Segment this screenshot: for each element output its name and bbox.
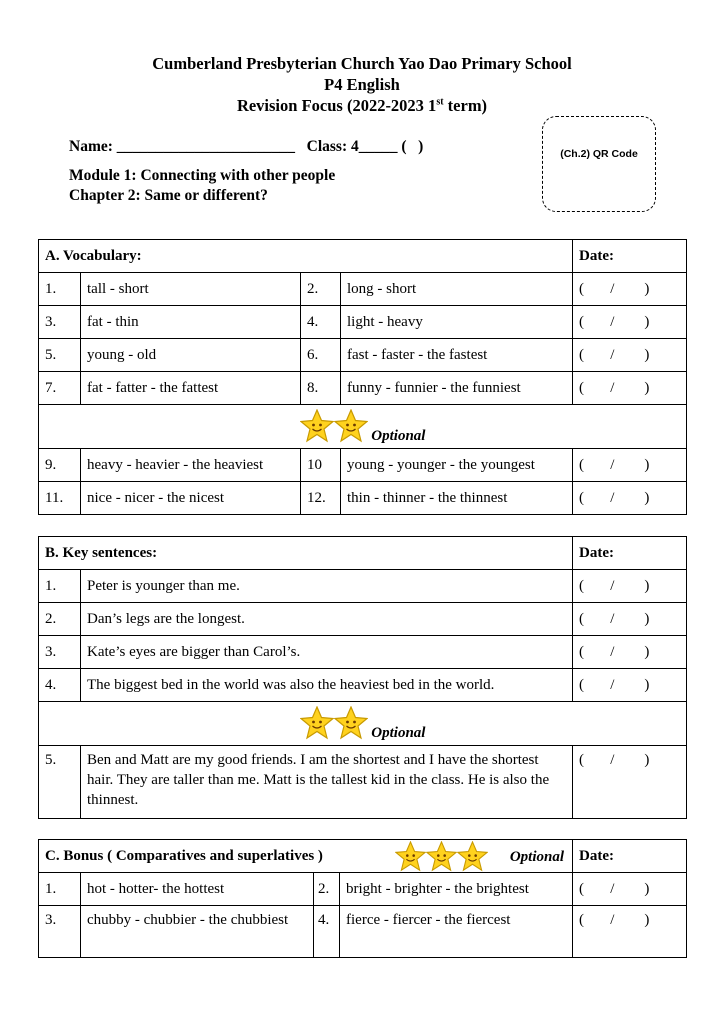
sentence-row xyxy=(39,570,687,603)
bonus-table xyxy=(38,839,687,958)
vocabulary-heading: A. Vocabulary: xyxy=(39,240,573,273)
item-number: 2. xyxy=(39,603,81,636)
key-sentences-optional-row xyxy=(39,702,687,746)
item-number: 2. xyxy=(301,273,341,306)
vocab-word: light - heavy xyxy=(341,306,573,339)
item-number: 10 xyxy=(301,449,341,482)
item-number: 3. xyxy=(39,636,81,669)
vocab-word: nice - nicer - the nicest xyxy=(81,482,301,515)
date-slot: ( / ) xyxy=(573,570,687,603)
date-slot: ( / ) xyxy=(573,482,687,515)
date-slot: ( / ) xyxy=(573,873,687,906)
vocab-word: fast - faster - the fastest xyxy=(341,339,573,372)
date-slot: ( / ) xyxy=(573,273,687,306)
key-sentences-heading: B. Key sentences: xyxy=(39,537,573,570)
optional-label: Optional xyxy=(371,427,426,444)
item-number: 3. xyxy=(39,906,81,958)
vocab-word: thin - thinner - the thinnest xyxy=(341,482,573,515)
bonus-heading: C. Bonus ( Comparatives and superlatives ) Optional xyxy=(39,840,573,873)
vocabulary-optional-row xyxy=(39,405,687,449)
date-slot: ( / ) xyxy=(573,906,687,958)
star-icon xyxy=(300,706,334,745)
vocab-word: fat - thin xyxy=(81,306,301,339)
vocab-word: tall - short xyxy=(81,273,301,306)
name-class-line: Name: _______________________ Class: 4_____ ( ) xyxy=(69,138,424,155)
item-number: 1. xyxy=(39,570,81,603)
item-number: 8. xyxy=(301,372,341,405)
item-number: 5. xyxy=(39,339,81,372)
vocabulary-date-heading: Date: xyxy=(573,240,687,273)
vocab-word: hot - hotter- the hottest xyxy=(81,873,314,906)
date-slot: ( / ) xyxy=(573,669,687,702)
date-slot: ( / ) xyxy=(573,372,687,405)
item-number: 2. xyxy=(314,873,340,906)
sentence-text: The biggest bed in the world was also the heaviest bed in the world. xyxy=(81,669,573,702)
optional-label: Optional xyxy=(509,849,564,865)
vocab-word: young - old xyxy=(81,339,301,372)
bonus-date-heading: Date: xyxy=(573,840,687,873)
star-icon xyxy=(457,841,488,877)
sentence-text: Kate’s eyes are bigger than Carol’s. xyxy=(81,636,573,669)
item-number: 1. xyxy=(39,873,81,906)
vocabulary-row xyxy=(39,372,687,405)
sentence-text: Ben and Matt are my good friends. I am the shortest and I have the shortest hair. They are taller than me. Matt is the tallest kid in the class. He is also the thinnest. xyxy=(81,746,573,819)
date-slot: ( / ) xyxy=(573,746,687,819)
sentence-row xyxy=(39,603,687,636)
key-sentences-date-heading: Date: xyxy=(573,537,687,570)
key-sentences-table xyxy=(38,536,687,819)
item-number: 6. xyxy=(301,339,341,372)
item-number: 11. xyxy=(39,482,81,515)
vocabulary-optional-row xyxy=(39,449,687,482)
vocab-word: chubby - chubbier - the chubbiest xyxy=(81,906,314,958)
sentence-text: Peter is younger than me. xyxy=(81,570,573,603)
date-slot: ( / ) xyxy=(573,306,687,339)
star-icon xyxy=(300,409,334,448)
star-icon xyxy=(334,409,368,448)
item-number: 9. xyxy=(39,449,81,482)
item-number: 5. xyxy=(39,746,81,819)
qr-code-placeholder: (Ch.2) QR Code xyxy=(542,116,656,212)
item-number: 12. xyxy=(301,482,341,515)
date-slot: ( / ) xyxy=(573,449,687,482)
bonus-row xyxy=(39,873,687,906)
star-icon xyxy=(395,841,426,877)
item-number: 1. xyxy=(39,273,81,306)
vocabulary-table xyxy=(38,239,687,515)
vocab-word: heavy - heavier - the heaviest xyxy=(81,449,301,482)
vocabulary-row xyxy=(39,339,687,372)
vocabulary-row xyxy=(39,306,687,339)
vocab-word: bright - brighter - the brightest xyxy=(340,873,573,906)
optional-label: Optional xyxy=(371,724,426,741)
date-slot: ( / ) xyxy=(573,339,687,372)
bonus-row xyxy=(39,906,687,958)
vocab-word: young - younger - the youngest xyxy=(341,449,573,482)
bonus-stars xyxy=(395,841,488,877)
sentence-row xyxy=(39,746,687,819)
vocab-word: long - short xyxy=(341,273,573,306)
sentence-text: Dan’s legs are the longest. xyxy=(81,603,573,636)
sentence-row xyxy=(39,636,687,669)
vocabulary-optional-row xyxy=(39,482,687,515)
item-number: 4. xyxy=(314,906,340,958)
vocab-word: fat - fatter - the fattest xyxy=(81,372,301,405)
sentence-row xyxy=(39,669,687,702)
chapter-title: Chapter 2: Same or different? xyxy=(69,187,268,204)
vocabulary-row xyxy=(39,273,687,306)
item-number: 7. xyxy=(39,372,81,405)
star-icon xyxy=(334,706,368,745)
item-number: 3. xyxy=(39,306,81,339)
vocab-word: fierce - fiercer - the fiercest xyxy=(340,906,573,958)
module-title: Module 1: Connecting with other people xyxy=(69,167,336,184)
date-slot: ( / ) xyxy=(573,603,687,636)
school-name: Cumberland Presbyterian Church Yao Dao Primary School xyxy=(152,54,572,73)
date-slot: ( / ) xyxy=(573,636,687,669)
vocab-word: funny - funnier - the funniest xyxy=(341,372,573,405)
star-icon xyxy=(426,841,457,877)
subject-title: P4 English xyxy=(324,75,400,94)
item-number: 4. xyxy=(301,306,341,339)
revision-title: Revision Focus (2022-2023 1st term) xyxy=(236,96,488,115)
item-number: 4. xyxy=(39,669,81,702)
